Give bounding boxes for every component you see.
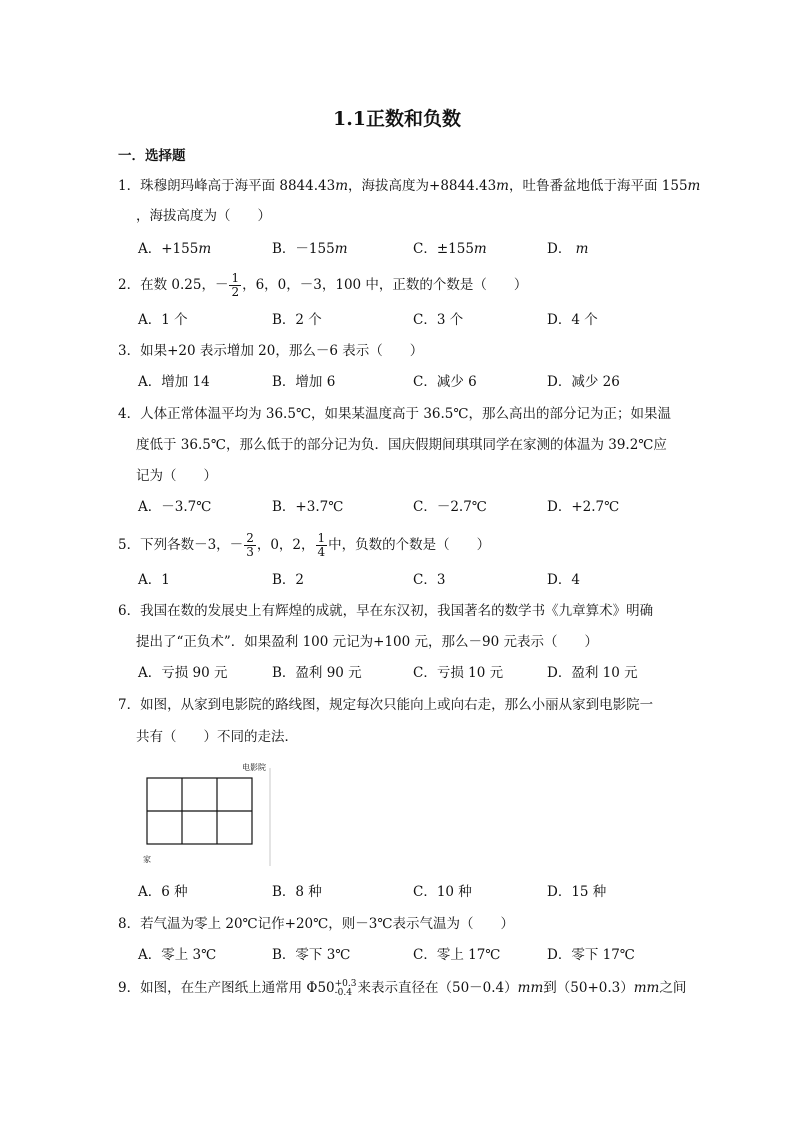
fraction-one-half: $\frac{1}{2}$ (231, 271, 240, 299)
question-6-line-1: 6．我国在数的发展史上有辉煌的成就，早在东汉初，我国著名的数学书《九章算术》明确 (118, 603, 654, 619)
q4-option-b[interactable]: B．+3.7℃ (272, 499, 344, 515)
q4-option-d[interactable]: D．+2.7℃ (547, 499, 620, 515)
q1-unit-1: m (335, 178, 349, 194)
q7-option-b[interactable]: B．8 种 (272, 884, 322, 900)
fraction-two-thirds: $\frac{2}{3}$ (246, 531, 254, 559)
question-8: 8．若气温为零上 20℃记作+20℃，则－3℃表示气温为（ ） (118, 916, 514, 932)
q1-unit-2: m (496, 178, 509, 194)
question-9: 9．如图，在生产图纸上通常用 Φ50 +0.3 -0.4 来表示直径在（50－0.4）mm到（50+0.3）mm之间 (118, 978, 687, 998)
q7-option-a[interactable]: A．6 种 (138, 884, 188, 900)
q1-option-c[interactable]: C．±155m (413, 241, 487, 257)
q1-text-a: 1．珠穆朗玛峰高于海平面 8844.43 (118, 178, 336, 194)
q6-option-a[interactable]: A．亏损 90 元 (138, 665, 228, 681)
q5-option-b[interactable]: B．2 (272, 572, 305, 588)
question-1-line-1 (118, 176, 700, 196)
question-5: 5．下列各数－3，－ $\frac{2}{3}$ ，0，2， $\frac{1}{4}$ 中，负数的个数是（ ） (118, 531, 491, 559)
q4-option-c[interactable]: C．－2.7℃ (413, 499, 487, 515)
question-7-line-2: 共有（ ）不同的走法． (136, 729, 298, 745)
q1-option-b[interactable]: B．－155m (272, 241, 348, 257)
question-4-line-1: 4．人体正常体温平均为 36.5℃，如果某温度高于 36.5℃，那么高出的部分记为正；如果温 (118, 406, 671, 422)
q8-option-b[interactable]: B．零下 3℃ (272, 947, 351, 963)
q3-option-b[interactable]: B．增加 6 (272, 374, 336, 390)
q1-option-d[interactable]: D． m (547, 241, 589, 257)
route-grid-svg (138, 760, 278, 870)
q5-option-c[interactable]: C．3 (413, 572, 446, 588)
question-4-line-2: 度低于 36.5℃，那么低于的部分记为负．国庆假期间琪琪同学在家测的体温为 39.2℃应 (136, 437, 667, 453)
tolerance-notation: +0.3 -0.4 (334, 978, 357, 998)
q1-option-a[interactable]: A．+155m (138, 241, 212, 257)
q8-option-c[interactable]: C．零上 17℃ (413, 947, 501, 963)
q3-option-d[interactable]: D．减少 26 (547, 374, 620, 390)
q5-option-a[interactable]: A．1 (138, 572, 170, 588)
q7-option-c[interactable]: C．10 种 (413, 884, 472, 900)
question-4-line-3: 记为（ ） (136, 468, 217, 484)
q7-option-d[interactable]: D．15 种 (547, 884, 607, 900)
fraction-one-quarter: $\frac{1}{4}$ (317, 531, 326, 559)
q6-option-d[interactable]: D．盈利 10 元 (547, 665, 638, 681)
q1-unit-3: m (687, 178, 701, 194)
q2-option-d[interactable]: D．4 个 (547, 312, 598, 328)
question-2: 2．在数 0.25，－ $\frac{1}{2}$ ，6，0，－3，100 中，正数的个数是（ ） (118, 271, 528, 299)
q6-option-b[interactable]: B．盈利 90 元 (272, 665, 362, 681)
q2-option-c[interactable]: C．3 个 (413, 312, 464, 328)
q1-text-b: ，海拔高度为+8844.43 (348, 178, 497, 194)
q6-option-c[interactable]: C．亏损 10 元 (413, 665, 504, 681)
q2-option-b[interactable]: B．2 个 (272, 312, 322, 328)
question-3: 3．如果+20 表示增加 20，那么－6 表示（ ） (118, 343, 424, 359)
page-title: 1.1正数和负数 (332, 108, 462, 130)
question-7-line-1: 7．如图，从家到电影院的路线图，规定每次只能向上或向右走，那么小丽从家到电影院一 (118, 697, 654, 713)
q3-option-c[interactable]: C．减少 6 (413, 374, 477, 390)
route-grid-figure (138, 760, 278, 870)
q1-text-c: ，吐鲁番盆地低于海平面 155 (508, 178, 688, 194)
q8-option-d[interactable]: D．零下 17℃ (547, 947, 635, 963)
question-1-line-2: ，海拔高度为（ ） (136, 208, 271, 224)
q8-option-a[interactable]: A．零上 3℃ (138, 947, 217, 963)
section-heading: 一．选择题 (118, 148, 186, 164)
cinema-label: 电影院 (242, 763, 266, 772)
q3-option-a[interactable]: A．增加 14 (138, 374, 210, 390)
question-6-line-2: 提出了“正负术”．如果盈利 100 元记为+100 元，那么－90 元表示（ ） (136, 634, 598, 650)
q4-option-a[interactable]: A．－3.7℃ (138, 499, 212, 515)
q2-option-a[interactable]: A．1 个 (138, 312, 188, 328)
q5-option-d[interactable]: D．4 (547, 572, 580, 588)
home-label: 家 (143, 855, 151, 864)
